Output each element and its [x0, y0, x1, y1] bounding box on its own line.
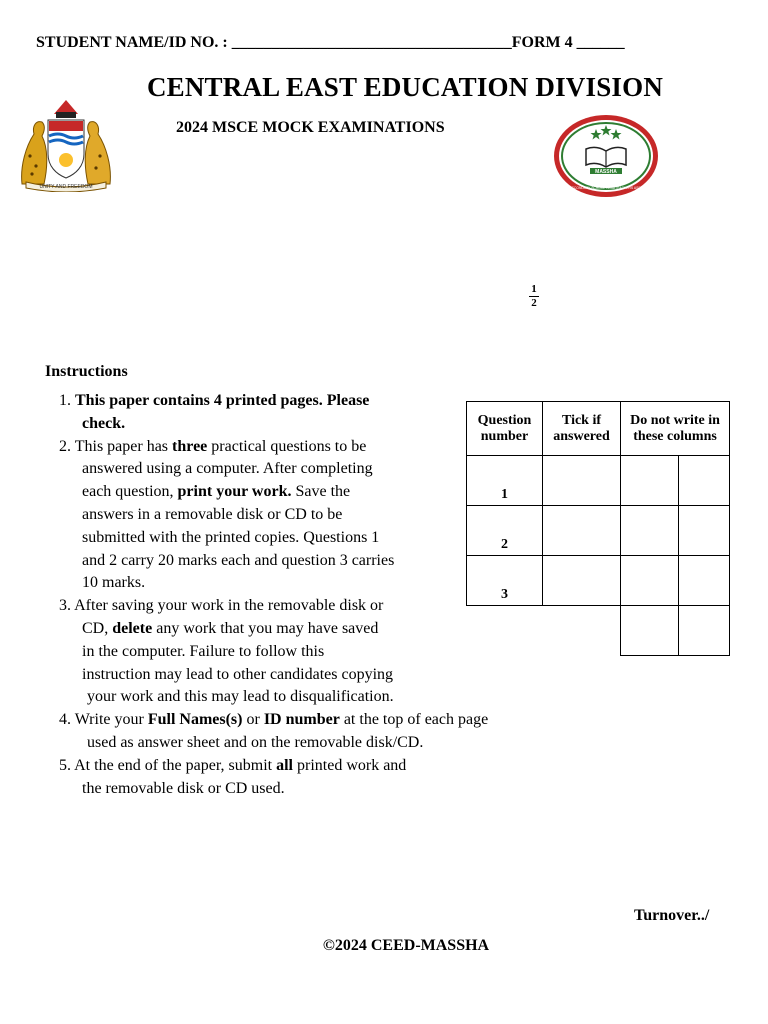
coat-of-arms-icon	[14, 96, 118, 192]
instruction-text: or	[242, 711, 264, 729]
instruction-text: At the end of the paper, submit	[74, 756, 277, 774]
instruction-text: answered using a computer. After completing	[82, 460, 373, 478]
instruction-text: at the top of each page	[339, 711, 489, 729]
question-number-2: 2	[467, 506, 543, 556]
instruction-emphasis: print your work.	[177, 483, 292, 501]
instruction-text: the removable disk or CD used.	[82, 779, 285, 797]
instruction-emphasis: all	[276, 756, 293, 774]
massha-seal-icon	[552, 113, 660, 199]
instruction-text: answers in a removable disk or CD to be	[82, 506, 343, 523]
instructions-heading: Instructions	[45, 363, 128, 380]
examiner-cell-1a	[621, 456, 679, 506]
examiner-cell-1b	[679, 456, 730, 506]
instruction-text: practical questions to be	[207, 437, 367, 455]
instruction-line	[82, 481, 350, 504]
instruction-line	[82, 641, 324, 664]
instruction-number: 4.	[59, 711, 71, 729]
instruction-text: printed work and	[293, 756, 407, 774]
tick-cell-2[interactable]	[543, 506, 621, 556]
page-title: CENTRAL EAST EDUCATION DIVISION	[146, 72, 664, 102]
instruction-emphasis: three	[172, 437, 208, 455]
instruction-text: each question,	[82, 483, 178, 501]
instruction-emphasis: This paper contains 4 printed pages. Please	[75, 392, 370, 409]
question-number-3: 3	[467, 556, 543, 606]
examiner-cell-2a	[621, 506, 679, 556]
instruction-number: 2.	[59, 437, 71, 455]
col-header-examiner: Do not write in these columns	[621, 402, 730, 456]
instruction-line	[87, 686, 394, 709]
instruction-emphasis: ID number	[263, 711, 340, 729]
instruction-text: any work that you may have saved	[152, 620, 379, 637]
coat-motto-text: UNITY AND FREEDOM	[39, 184, 93, 190]
seal-ring-text: MALAWI SECONDARY SCHOOL HEADTEACHERS ASSOCIATION	[555, 186, 657, 190]
instruction-text: Save the	[291, 483, 351, 501]
question-number-1: 1	[467, 456, 543, 506]
instruction-text: used as answer sheet and on the removable disk/CD.	[87, 734, 424, 751]
instruction-line	[59, 755, 406, 778]
fraction-mark	[529, 284, 539, 309]
instruction-line	[82, 778, 285, 801]
fraction-numerator: 1	[531, 283, 537, 295]
instruction-line	[82, 413, 125, 436]
instruction-text: submitted with the printed copies. Questions 1	[82, 528, 380, 546]
instruction-text: in the computer. Failure to follow this	[82, 642, 325, 660]
instruction-line	[87, 732, 423, 755]
instruction-number: 5.	[59, 756, 71, 774]
instruction-text: This paper has	[74, 437, 173, 455]
instruction-text: 10 marks.	[82, 574, 146, 592]
exam-subtitle: 2024 MSCE MOCK EXAMINATIONS	[176, 119, 445, 136]
instruction-line	[82, 618, 378, 641]
answer-tick-table	[466, 401, 730, 656]
instruction-text: CD,	[82, 620, 113, 637]
fraction-denominator: 2	[531, 297, 537, 309]
instruction-number: 3.	[59, 597, 71, 615]
instruction-line	[82, 550, 394, 573]
instruction-line	[59, 436, 366, 459]
instruction-line	[82, 527, 379, 550]
turnover-note: Turnover../	[634, 907, 710, 924]
instruction-emphasis: delete	[112, 620, 153, 637]
seal-label: MASSHA	[595, 169, 617, 175]
instruction-text: Write your	[74, 711, 148, 729]
examiner-cell-3a	[621, 556, 679, 606]
examiner-cell-3b	[679, 556, 730, 606]
instruction-text: After saving your work in the removable disk or	[74, 597, 384, 615]
instruction-text: instruction may lead to other candidates copying	[82, 665, 394, 683]
instruction-number: 1.	[59, 392, 71, 409]
instruction-line	[59, 390, 369, 413]
tick-cell-3[interactable]	[543, 556, 621, 606]
col-header-question: Question number	[467, 402, 543, 456]
instruction-line	[82, 664, 393, 687]
instruction-line	[82, 572, 145, 595]
instruction-line	[59, 709, 488, 732]
examiner-total-b	[679, 606, 730, 656]
examiner-total-a	[621, 606, 679, 656]
instruction-line	[82, 504, 342, 527]
tick-cell-1[interactable]	[543, 456, 621, 506]
instruction-line	[59, 595, 383, 618]
instruction-text: your work and this may lead to disqualification.	[87, 688, 394, 706]
student-name-line: STUDENT NAME/ID NO. : ___________________________________FORM 4 ______	[36, 34, 625, 51]
instruction-emphasis: Full Names(s)	[147, 711, 243, 729]
instruction-emphasis: check.	[82, 414, 126, 432]
col-header-tick: Tick if answered	[543, 402, 621, 456]
instruction-text: and 2 carry 20 marks each and question 3 carries	[82, 551, 395, 569]
instruction-line	[82, 458, 373, 481]
copyright-footer: ©2024 CEED-MASSHA	[322, 937, 490, 954]
examiner-cell-2b	[679, 506, 730, 556]
